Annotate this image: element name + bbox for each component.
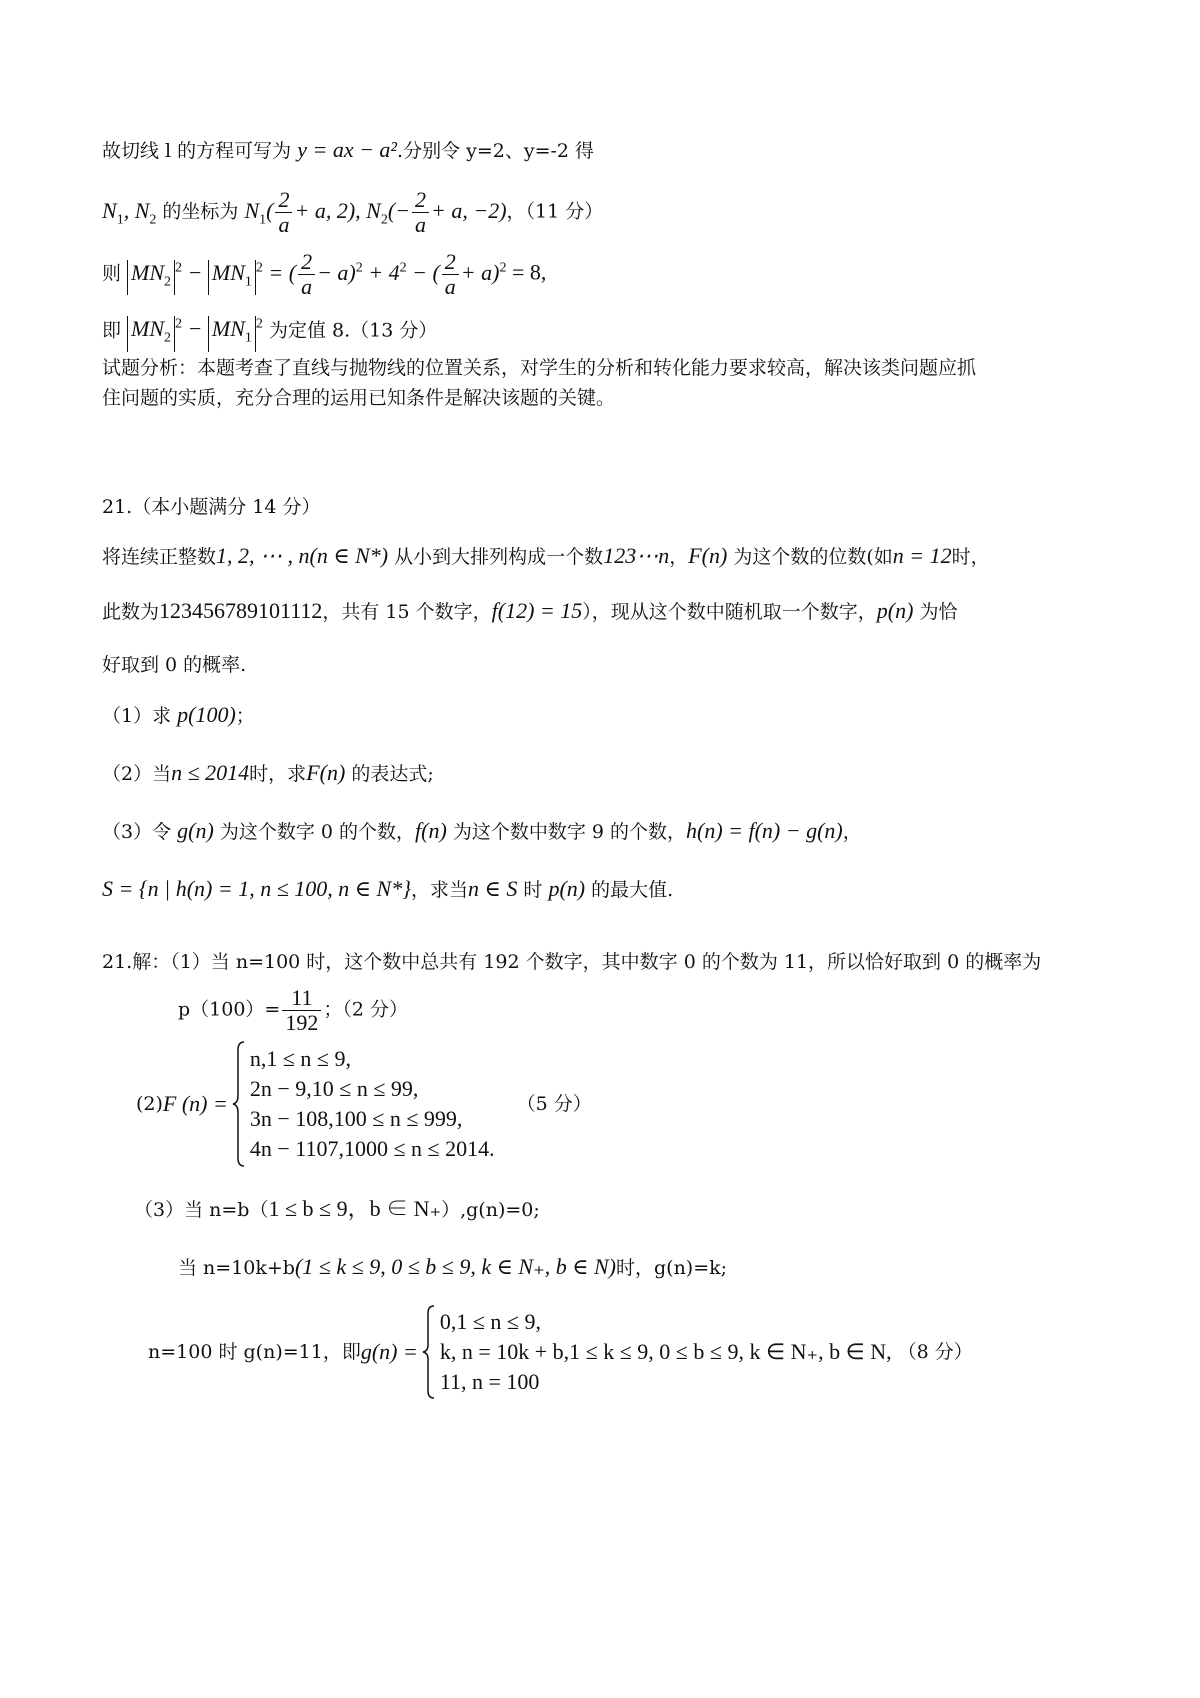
question-3-set-definition	[102, 876, 673, 903]
text: (2)	[136, 1093, 163, 1115]
text: ；	[235, 705, 255, 727]
formula: 1 ≤ b ≤ 9，b ∈ N₊	[268, 1196, 442, 1221]
text: 的最大值.	[585, 879, 674, 901]
formula: n ≤ 2014	[171, 760, 250, 785]
text: ，	[842, 821, 862, 843]
analysis-line-2: 住问题的实质，充分合理的运用已知条件是解决该题的关键。	[102, 387, 616, 409]
formula: 123456789101112	[159, 598, 323, 623]
formula: 123⋯n	[603, 543, 670, 568]
text: ，（11 分）	[506, 200, 604, 223]
text: p（100）=	[178, 998, 281, 1021]
text: 为这个数中数字 9 的个数，	[446, 821, 686, 843]
solution-part-1: 21.解：（1）当 n=100 时，这个数中总共有 192 个数字，其中数字 0 的个数为 11，所以恰好取到 0 的概率为	[102, 951, 1042, 973]
tangent-line-equation	[102, 137, 594, 164]
question-1	[102, 702, 255, 729]
piece-row: k, n = 10k + b,1 ≤ k ≤ 9, 0 ≤ b ≤ 9, k ∈ N₊, b ∈ N,	[439, 1339, 892, 1364]
text: ）,g(n)=0;	[441, 1199, 540, 1221]
formula: $MN_2^2 - MN_1^2$	[127, 316, 263, 341]
text: （8 分）	[897, 1341, 973, 1363]
solution-p100-value	[178, 986, 408, 1035]
constant-value-statement	[102, 312, 437, 352]
formula: h(n) = f(n) − g(n)	[686, 818, 843, 843]
formula: $MN_2^2 - MN_1^2$ = ( $\frac{2}{a}$ − $a)^2 + 4^2$ − ( $\frac{2}{a}$ + a)$^2$	[127, 260, 506, 285]
text: ，	[669, 546, 689, 568]
solution-part-2-piecewise	[136, 1040, 592, 1168]
formula: g(n) =	[360, 1339, 418, 1364]
text: ，求当	[411, 879, 469, 901]
formula: F (n) =	[162, 1091, 228, 1116]
text: ），现从这个数中随机取一个数字，	[582, 601, 877, 623]
solution-part-3-case-1	[134, 1196, 540, 1223]
text: n=100 时 g(n)=11，即	[148, 1341, 361, 1363]
formula: $N_1$( $\frac{2}{a}$ + a, 2), $N_2(-$ $\frac{2}{a}$ + a, −2)	[244, 187, 507, 237]
problem-statement-line-2	[102, 598, 958, 625]
text: 从小到大排列构成一个数	[388, 546, 604, 568]
piecewise-rows	[250, 1044, 495, 1164]
text: 则	[102, 262, 128, 285]
text: 时	[517, 879, 549, 901]
n1-n2-coordinates	[102, 188, 603, 237]
text: 此数为	[102, 601, 160, 623]
piece-row: n,1 ≤ n ≤ 9,	[249, 1046, 352, 1071]
formula: g(n)	[177, 818, 214, 843]
text: ，共有 15 个数字，	[322, 601, 492, 623]
text: 为这个数的位数(如	[727, 546, 893, 568]
formula: 1, 2, ⋯ , n(n ∈ N*)	[216, 543, 389, 568]
text: 为这个数字 0 的个数，	[213, 821, 416, 843]
difference-computation	[102, 250, 546, 299]
text: 时，	[951, 546, 990, 568]
text: 当 n=10k+b	[178, 1257, 295, 1279]
text: （2）当	[102, 763, 172, 785]
text: 即	[102, 319, 128, 342]
piece-row: 4n − 1107,1000 ≤ n ≤ 2014.	[249, 1136, 495, 1161]
question-2	[102, 760, 434, 787]
piece-row: 3n − 108,100 ≤ n ≤ 999,	[249, 1106, 463, 1131]
piece-row: 0,1 ≤ n ≤ 9,	[439, 1309, 541, 1334]
formula: F(n)	[688, 543, 728, 568]
text: （1）求	[102, 705, 178, 727]
formula: y = ax − a²	[297, 137, 398, 162]
formula: $N_1$, $N_2$	[102, 197, 157, 227]
numerator: 11	[282, 986, 321, 1011]
text: （3）令	[102, 821, 178, 843]
formula: f(n)	[415, 818, 447, 843]
piece-row: 11, n = 100	[439, 1369, 540, 1394]
text: .分别令 y=2、y=-2 得	[397, 140, 595, 162]
text: （3）当 n=b（	[134, 1199, 269, 1221]
solution-part-3-piecewise	[148, 1304, 973, 1400]
text: ；（2 分）	[323, 998, 408, 1021]
text: 故切线 l 的方程可写为	[102, 140, 298, 162]
text: 的坐标为	[156, 200, 245, 223]
problem-header: 21.（本小题满分 14 分）	[102, 496, 321, 518]
piecewise-rows	[440, 1307, 892, 1397]
text: 为定值 8.（13 分）	[262, 319, 438, 342]
formula: F(n)	[306, 760, 346, 785]
text: 时，g(n)=k;	[616, 1257, 728, 1279]
piece-row: 2n − 9,10 ≤ n ≤ 99,	[249, 1076, 419, 1101]
problem-statement-line-1	[102, 543, 990, 570]
formula: n ∈ S	[468, 876, 518, 901]
formula: f(12) = 15	[491, 598, 583, 623]
solution-part-3-case-2	[178, 1254, 727, 1281]
formula: (1 ≤ k ≤ 9, 0 ≤ b ≤ 9, k ∈ N₊, b ∈ N)	[294, 1254, 616, 1279]
analysis-line-1: 试题分析：本题考查了直线与抛物线的位置关系，对学生的分析和转化能力要求较高，解决该类问题应抓	[102, 357, 977, 379]
formula: S = {n | h(n) = 1, n ≤ 100, n ∈ N*}	[102, 876, 412, 901]
fraction	[282, 986, 321, 1035]
formula: p(n)	[548, 876, 586, 901]
formula: p(100)	[177, 702, 236, 727]
formula: p(n)	[876, 598, 914, 623]
denominator: 192	[285, 1010, 319, 1035]
text: 时，求	[249, 763, 307, 785]
question-3	[102, 818, 862, 845]
text: 为恰	[913, 601, 958, 623]
text: （5 分）	[516, 1093, 592, 1115]
text: = 8,	[506, 259, 547, 285]
formula: n = 12	[892, 543, 952, 568]
problem-statement-line-3: 好取到 0 的概率.	[102, 654, 247, 676]
left-brace-icon	[232, 1040, 246, 1168]
left-brace-icon	[422, 1304, 436, 1400]
text: 的表达式;	[345, 763, 434, 785]
text: 将连续正整数	[102, 546, 217, 568]
